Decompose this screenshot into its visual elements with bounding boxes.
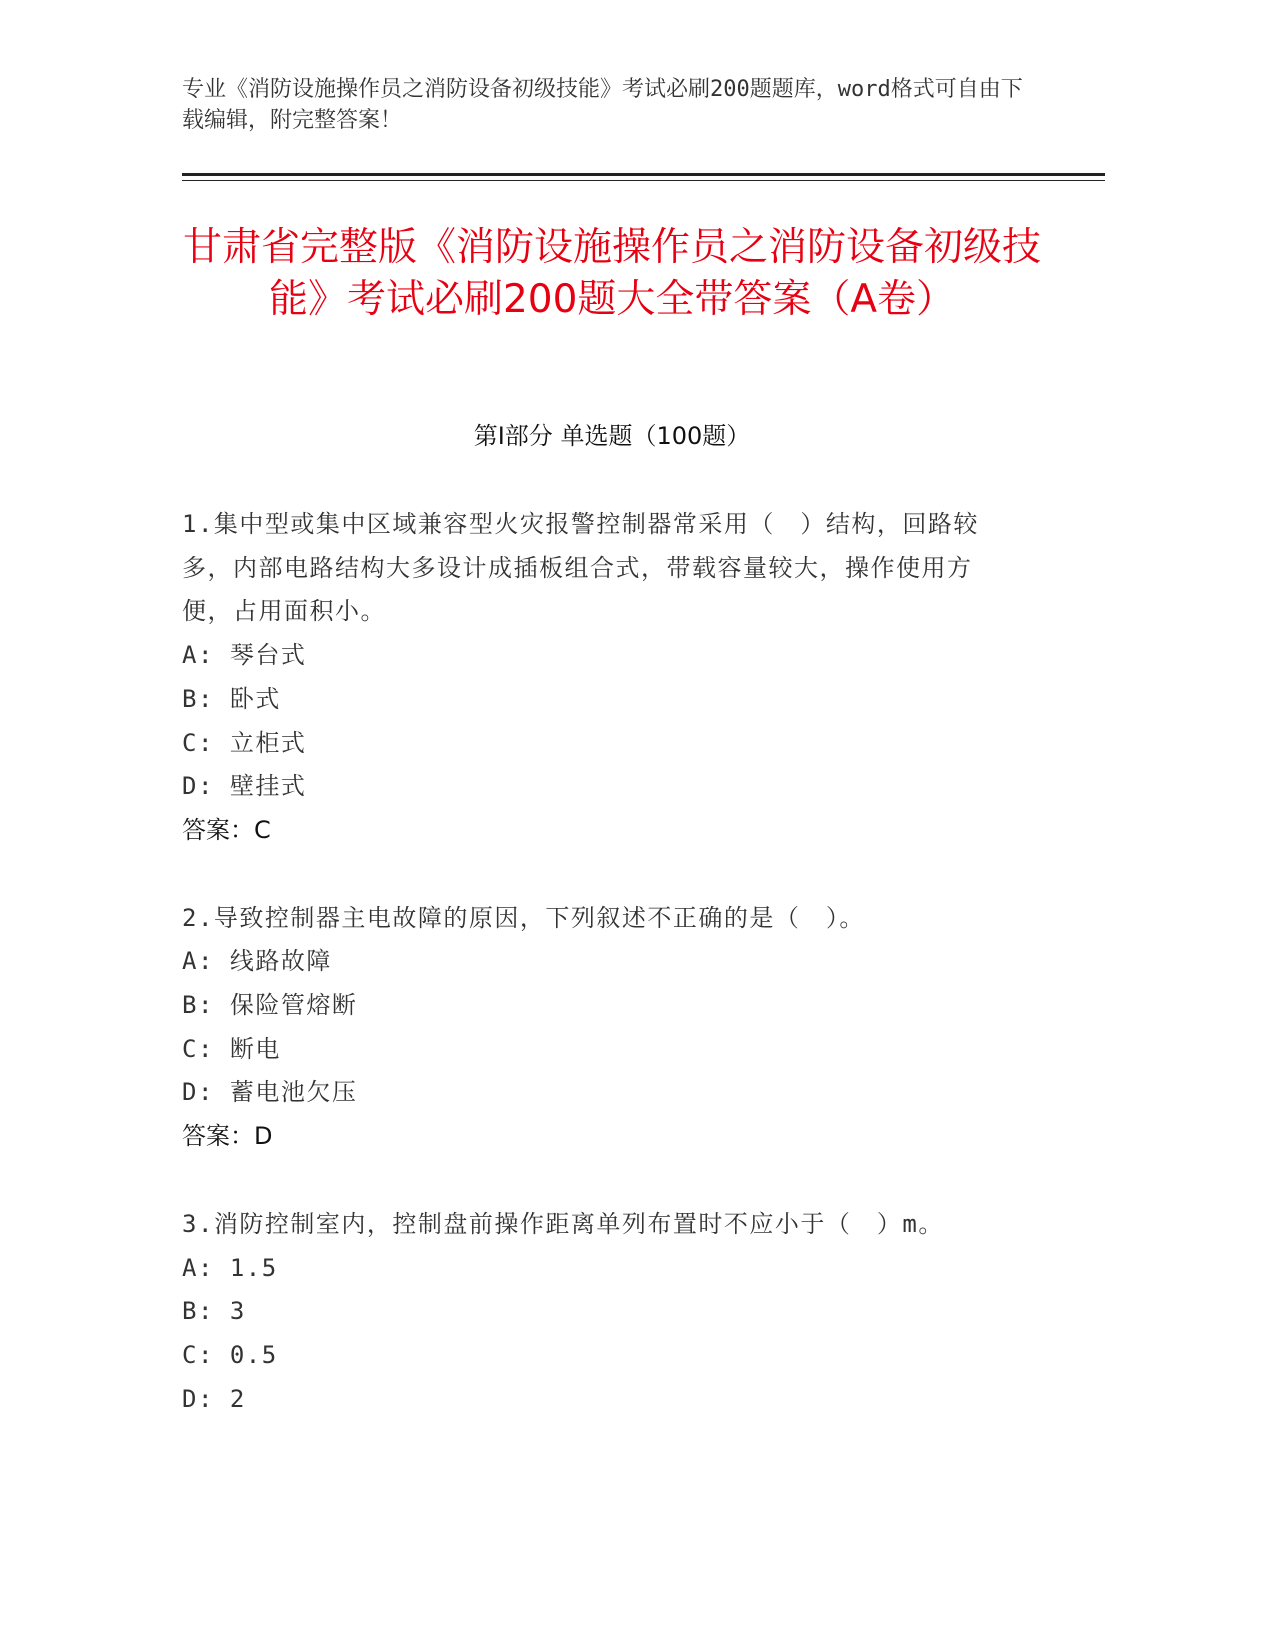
option-b: B: 3 xyxy=(182,1297,246,1326)
option-b: B: 卧式 xyxy=(182,684,281,713)
question-stem: 1.集中型或集中区域兼容型火灾报警控制器常采用（ ）结构，回路较多，内部电路结构大多设计成插板组合式，带载容量较大，操作使用方便，占用面积小。 xyxy=(182,510,979,626)
option-c: C: 断电 xyxy=(182,1034,281,1063)
option-a: A: 琴台式 xyxy=(182,641,307,670)
header-divider-thin xyxy=(182,180,1105,181)
option-d: D: 2 xyxy=(182,1384,246,1413)
question-stem: 2.导致控制器主电故障的原因，下列叙述不正确的是（ ）。 xyxy=(182,903,865,932)
question-stem: 3.消防控制室内，控制盘前操作距离单列布置时不应小于（ ）m。 xyxy=(182,1209,944,1238)
question-list xyxy=(182,503,1022,1465)
question-item xyxy=(182,897,1022,1159)
option-d: D: 蓄电池欠压 xyxy=(182,1078,358,1107)
answer-line: 答案：D xyxy=(182,1122,273,1151)
option-c: C: 0.5 xyxy=(182,1340,278,1369)
section-heading: 第Ⅰ部分 单选题（100题） xyxy=(473,422,751,450)
option-d: D: 壁挂式 xyxy=(182,772,307,801)
header-note: 专业《消防设施操作员之消防设备初级技能》考试必刷200题题库，word格式可自由下载编辑，附完整答案！ xyxy=(182,77,1023,133)
document-title: 甘肃省完整版《消防设施操作员之消防设备初级技能》考试必刷200题大全带答案（A卷） xyxy=(182,225,1041,322)
header-divider-thick xyxy=(182,173,1105,176)
question-item xyxy=(182,503,1022,853)
option-a: A: 线路故障 xyxy=(182,947,332,976)
question-item xyxy=(182,1203,1022,1422)
option-c: C: 立柜式 xyxy=(182,728,307,757)
option-b: B: 保险管熔断 xyxy=(182,991,358,1020)
option-a: A: 1.5 xyxy=(182,1253,278,1282)
answer-line: 答案：C xyxy=(182,815,271,844)
